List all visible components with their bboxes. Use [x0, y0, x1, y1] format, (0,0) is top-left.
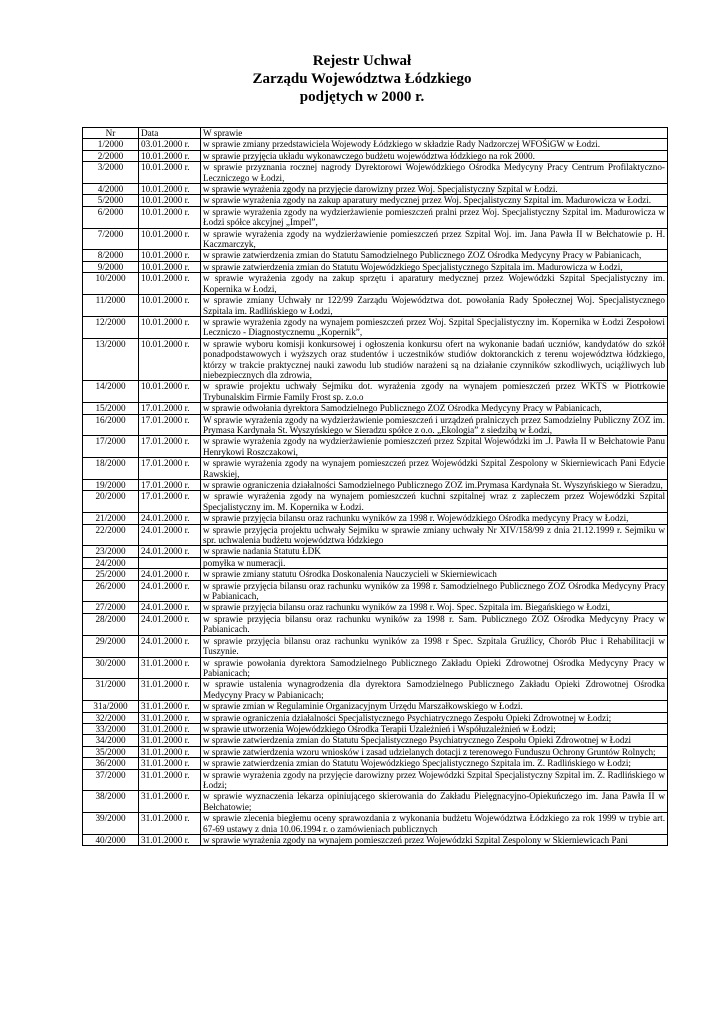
row-nr: 21/2000 [83, 513, 139, 524]
row-desc: w sprawie utworzenia Wojewódzkiego Ośrodka Terapii Uzależnień i Współuzależnień w Łodzi; [201, 723, 668, 734]
table-row [83, 316, 668, 338]
row-date: 31.01.2000 r. [139, 723, 201, 734]
header-desc: W sprawie [201, 128, 668, 139]
table-row [83, 491, 668, 513]
table-row [83, 712, 668, 723]
row-nr: 20/2000 [83, 491, 139, 513]
row-date: 31.01.2000 r. [139, 746, 201, 757]
resolutions-table [82, 127, 668, 846]
table-row [83, 403, 668, 414]
row-date: 31.01.2000 r. [139, 835, 201, 846]
row-date: 10.01.2000 r. [139, 316, 201, 338]
table-row [83, 679, 668, 701]
row-date: 31.01.2000 r. [139, 679, 201, 701]
table-row [83, 250, 668, 261]
row-desc: w sprawie projektu uchwały Sejmiku dot. wyrażenia zgody na wynajem pomieszczeń przez WKTS w Piotrkowie Trybunalskim Firmie Family Frost sp. z.o.o [201, 381, 668, 403]
table-row [83, 139, 668, 150]
row-nr: 12/2000 [83, 316, 139, 338]
header-nr: Nr [83, 128, 139, 139]
table-row [83, 414, 668, 436]
row-nr: 30/2000 [83, 657, 139, 679]
table-row [83, 206, 668, 228]
row-date: 10.01.2000 r. [139, 338, 201, 381]
table-row [83, 635, 668, 657]
row-desc: w sprawie wyboru komisji konkursowej i ogłoszenia konkursu ofert na wykonanie badań uczniów, kandydatów do szkół ponadpodstawowych i wyższych oraz studentów i uczestników studiów doktoranckich z terenu województwa łódzkiego, którzy w trakcie praktycznej nauki zawodu lub studiów narażeni są na działanie czynników szkodliwych, uciążliwych lub niebezpiecznych dla zdrowia, [201, 338, 668, 381]
row-desc: w sprawie przyjęcia bilansu oraz rachunku wyników za 1998 r Spec. Szpitala Gruźlicy, Chorób Płuc i Rehabilitacji w Tuszynie. [201, 635, 668, 657]
row-date: 17.01.2000 r. [139, 414, 201, 436]
row-date: 24.01.2000 r. [139, 602, 201, 613]
row-nr: 2/2000 [83, 150, 139, 161]
row-date: 10.01.2000 r. [139, 162, 201, 184]
table-row [83, 162, 668, 184]
table-row [83, 735, 668, 746]
row-date: 10.01.2000 r. [139, 381, 201, 403]
table-row [83, 228, 668, 250]
row-nr: 16/2000 [83, 414, 139, 436]
row-nr: 32/2000 [83, 712, 139, 723]
row-desc: w sprawie wyrażenia zgody na wynajem pomieszczeń przez Woj. Szpital Specjalistyczny im. Kopernika w Łodzi Zespołowi Leczniczo - Diagnostycznemu „Kopernik”, [201, 316, 668, 338]
row-desc: w sprawie ustalenia wynagrodzenia dla dyrektora Samodzielnego Publicznego Zakładu Opieki Zdrowotnej Ośrodka Medycyny Pracy w Pabianicach; [201, 679, 668, 701]
row-desc: w sprawie wyrażenia zgody na wynajem pomieszczeń przez Wojewódzki Szpital Zespolony w Skierniewicach Pani Edycie Rawskiej, [201, 458, 668, 480]
row-date: 31.01.2000 r. [139, 712, 201, 723]
row-desc: w sprawie ograniczenia działalności Samodzielnego Publicznego ZOZ im.Prymasa Kardynała St. Wyszyńskiego w Sieradzu, [201, 480, 668, 491]
table-row [83, 701, 668, 712]
row-nr: 14/2000 [83, 381, 139, 403]
row-nr: 40/2000 [83, 835, 139, 846]
row-desc: w sprawie przyjęcia bilansu oraz rachunku wyników za 1998 r. Woj. Spec. Szpitala im. Biegańskiego w Łodzi, [201, 602, 668, 613]
row-desc: w sprawie przyjęcia bilansu oraz rachunku wyników za 1998 r. Sam. Publicznego ZOZ Ośrodka Medycyny Pracy w Pabianicach. [201, 613, 668, 635]
row-date: 31.01.2000 r. [139, 769, 201, 791]
row-date: 17.01.2000 r. [139, 436, 201, 458]
table-row [83, 557, 668, 568]
row-nr: 38/2000 [83, 791, 139, 813]
table-row [83, 295, 668, 317]
row-desc: w sprawie zatwierdzenia zmian do Statutu Wojewódzkiego Specjalistycznego Szpitala im. Madurowicza w Łodzi, [201, 261, 668, 272]
row-desc: w sprawie zlecenia biegłemu oceny sprawozdania z wykonania budżetu Województwa Łódzkiego za rok 1999 w trybie art. 67-69 ustawy z dnia 10.06.1994 r. o zamówieniach publicznych [201, 813, 668, 835]
table-row [83, 813, 668, 835]
table-row [83, 569, 668, 580]
row-date: 31.01.2000 r. [139, 735, 201, 746]
row-nr: 7/2000 [83, 228, 139, 250]
row-nr: 19/2000 [83, 480, 139, 491]
row-date: 24.01.2000 r. [139, 635, 201, 657]
row-desc: w sprawie wyrażenia zgody na wydzierżawienie pomieszczeń pralni przez Woj. Specjalistyczny Szpital im. Madurowicza w Łodzi spółce akcyjnej „Impel”, [201, 206, 668, 228]
row-date: 10.01.2000 r. [139, 250, 201, 261]
row-date: 24.01.2000 r. [139, 613, 201, 635]
row-desc: w sprawie ograniczenia działalności Specjalistycznego Psychiatrycznego Zespołu Opieki Zdrowotnej w Łodzi; [201, 712, 668, 723]
document-title [0, 52, 724, 106]
table-row [83, 513, 668, 524]
row-desc: w sprawie nadania Statutu ŁDK [201, 546, 668, 557]
row-nr: 9/2000 [83, 261, 139, 272]
row-nr: 33/2000 [83, 723, 139, 734]
row-nr: 17/2000 [83, 436, 139, 458]
row-date: 10.01.2000 r. [139, 195, 201, 206]
table-row [83, 758, 668, 769]
row-date: 10.01.2000 r. [139, 273, 201, 295]
row-nr: 15/2000 [83, 403, 139, 414]
table-row [83, 769, 668, 791]
row-date: 24.01.2000 r. [139, 513, 201, 524]
row-desc: w sprawie przyjęcia bilansu oraz rachunku wyników za 1998 r. Wojewódzkiego Ośrodka medycyny Pracy w Łodzi, [201, 513, 668, 524]
row-date: 17.01.2000 r. [139, 491, 201, 513]
table-row [83, 480, 668, 491]
table-row [83, 458, 668, 480]
row-date: 10.01.2000 r. [139, 184, 201, 195]
row-nr: 25/2000 [83, 569, 139, 580]
row-desc: w sprawie zatwierdzenia zmian do Statutu Specjalistycznego Psychiatrycznego Zespołu Opieki Zdrowotnej w Łodzi [201, 735, 668, 746]
table-row [83, 746, 668, 757]
row-desc: w sprawie wyrażenia zgody na wynajem pomieszczeń kuchni szpitalnej wraz z zapleczem przez Wojewódzki Szpital Specjalistyczny im. M. Kopernika w Łodzi. [201, 491, 668, 513]
row-date: 10.01.2000 r. [139, 261, 201, 272]
row-date: 10.01.2000 r. [139, 228, 201, 250]
table-row [83, 150, 668, 161]
row-nr: 35/2000 [83, 746, 139, 757]
title-line-3: podjętych w 2000 r. [299, 89, 425, 105]
table-row [83, 580, 668, 602]
row-date: 17.01.2000 r. [139, 403, 201, 414]
row-desc: w sprawie powołania dyrektora Samodzielnego Publicznego Zakładu Opieki Zdrowotnej Ośrodka Medycyny Pracy w Pabianicach; [201, 657, 668, 679]
row-desc: w sprawie wyznaczenia lekarza opiniującego skierowania do Zakładu Pielęgnacyjno-Opiekuńczego im. Jana Pawła II w Bełchatowie; [201, 791, 668, 813]
title-line-1: Rejestr Uchwał [312, 53, 412, 69]
row-date: 10.01.2000 r. [139, 206, 201, 228]
row-nr: 22/2000 [83, 524, 139, 546]
table-row [83, 381, 668, 403]
row-desc: w sprawie zatwierdzenia zmian do Statutu Wojewódzkiego Specjalistycznego Szpitala im. Z. Radlińskiego w Łodzi; [201, 758, 668, 769]
row-date: 24.01.2000 r. [139, 580, 201, 602]
row-nr: 4/2000 [83, 184, 139, 195]
table-row [83, 657, 668, 679]
row-nr: 11/2000 [83, 295, 139, 317]
row-date: 17.01.2000 r. [139, 480, 201, 491]
row-nr: 27/2000 [83, 602, 139, 613]
row-date: 31.01.2000 r. [139, 701, 201, 712]
row-nr: 10/2000 [83, 273, 139, 295]
table-row [83, 273, 668, 295]
row-nr: 13/2000 [83, 338, 139, 381]
row-desc: w sprawie zmian w Regulaminie Organizacyjnym Urzędu Marszałkowskiego w Łodzi. [201, 701, 668, 712]
row-date: 31.01.2000 r. [139, 657, 201, 679]
row-date: 24.01.2000 r. [139, 569, 201, 580]
table-row [83, 524, 668, 546]
table-row [83, 261, 668, 272]
row-desc: w sprawie zatwierdzenia zmian do Statutu Samodzielnego Publicznego ZOZ Ośrodka Medycyny Pracy w Pabianicach, [201, 250, 668, 261]
row-desc: w sprawie wyrażenia zgody na wydzierżawienie pomieszczeń przez Szpital Woj. im. Jana Pawła II w Bełchatowie p. H. Kaczmarczyk, [201, 228, 668, 250]
row-nr: 23/2000 [83, 546, 139, 557]
table-row [83, 613, 668, 635]
header-date: Data [139, 128, 201, 139]
row-nr: 3/2000 [83, 162, 139, 184]
row-nr: 36/2000 [83, 758, 139, 769]
row-date: 17.01.2000 r. [139, 458, 201, 480]
row-desc: w sprawie przyznania rocznej nagrody Dyrektorowi Wojewódzkiego Ośrodka Medycyny Pracy Centrum Profilaktyczno-Leczniczego w Łodzi, [201, 162, 668, 184]
row-nr: 31/2000 [83, 679, 139, 701]
row-date [139, 557, 201, 568]
row-date: 31.01.2000 r. [139, 791, 201, 813]
row-desc: w sprawie wyrażenia zgody na wydzierżawienie pomieszczeń przez Szpital Wojewódzki im .J. Pawła II w Bełchatowie Panu Henrykowi Roszczakowi, [201, 436, 668, 458]
row-nr: 18/2000 [83, 458, 139, 480]
row-desc: w sprawie wyrażenia zgody na przyjęcie darowizny przez Wojewódzki Szpital Specjalistyczny Szpital im. Z. Radlińskiego w Łodzi; [201, 769, 668, 791]
row-desc: W sprawie wyrażenia zgody na wydzierżawienie pomieszczeń i urządzeń pralniczych przez Samodzielny Publiczny ZOZ im. Prymasa Kardynała St. Wyszyńskiego w Sieradzu spółce z o.o. „Ekologia” z siedzibą w Łodzi, [201, 414, 668, 436]
row-nr: 24/2000 [83, 557, 139, 568]
table-row [83, 195, 668, 206]
row-nr: 37/2000 [83, 769, 139, 791]
row-nr: 31a/2000 [83, 701, 139, 712]
title-line-2: Zarządu Województwa Łódzkiego [252, 71, 472, 87]
row-desc: w sprawie wyrażenia zgody na zakup sprzętu i aparatury medycznej przez Wojewódzki Szpital Specjalistyczny im. Kopernika w Łodzi, [201, 273, 668, 295]
table-row [83, 723, 668, 734]
row-desc: w sprawie wyrażenia zgody na przyjęcie darowizny przez Woj. Specjalistyczny Szpital w Łodzi. [201, 184, 668, 195]
table-row [83, 791, 668, 813]
row-nr: 5/2000 [83, 195, 139, 206]
row-desc: w sprawie zmiany przedstawiciela Wojewody Łódzkiego w składzie Rady Nadzorczej WFOŚiGW w Łodzi. [201, 139, 668, 150]
row-nr: 39/2000 [83, 813, 139, 835]
row-desc: w sprawie zmiany Uchwały nr 122/99 Zarządu Województwa dot. powołania Rady Społecznej Woj. Specjalistycznego Szpitala im. Radlińskiego w Łodzi, [201, 295, 668, 317]
row-desc: w sprawie przyjęcia projektu uchwały Sejmiku w sprawie zmiany uchwały Nr XIV/158/99 z dnia 21.12.1999 r. Sejmiku w spr. uchwalenia budżetu województwa łódzkiego [201, 524, 668, 546]
row-date: 31.01.2000 r. [139, 813, 201, 835]
row-nr: 1/2000 [83, 139, 139, 150]
table-row [83, 835, 668, 846]
row-date: 03.01.2000 r. [139, 139, 201, 150]
row-desc: w sprawie zmiany statutu Ośrodka Doskonalenia Nauczycieli w Skierniewicach [201, 569, 668, 580]
row-nr: 6/2000 [83, 206, 139, 228]
table-header-row [83, 128, 668, 139]
row-nr: 34/2000 [83, 735, 139, 746]
row-nr: 8/2000 [83, 250, 139, 261]
table-row [83, 338, 668, 381]
row-desc: w sprawie odwołania dyrektora Samodzielnego Publicznego ZOZ Ośrodka Medycyny Pracy w Pabianicach, [201, 403, 668, 414]
row-desc: pomyłka w numeracji. [201, 557, 668, 568]
row-nr: 29/2000 [83, 635, 139, 657]
table-row [83, 436, 668, 458]
row-desc: w sprawie wyrażenia zgody na wynajem pomieszczeń przez Wojewódzki Szpital Zespolony w Skierniewicach Pani [201, 835, 668, 846]
row-date: 24.01.2000 r. [139, 524, 201, 546]
resolutions-table-body [83, 128, 668, 846]
table-row [83, 602, 668, 613]
row-date: 24.01.2000 r. [139, 546, 201, 557]
row-date: 31.01.2000 r. [139, 758, 201, 769]
row-date: 10.01.2000 r. [139, 150, 201, 161]
row-desc: w sprawie wyrażenia zgody na zakup aparatury medycznej przez Woj. Specjalistyczny Szpital im. Madurowicza w Łodzi. [201, 195, 668, 206]
row-desc: w sprawie zatwierdzenia wzoru wniosków i zasad udzielanych dotacji z terenowego Funduszu Ochrony Gruntów Rolnych; [201, 746, 668, 757]
table-row [83, 184, 668, 195]
row-desc: w sprawie przyjęcia bilansu oraz rachunku wyników za 1998 r. Samodzielnego Publicznego ZOZ Ośrodka Medycyny Pracy w Pabianicach, [201, 580, 668, 602]
table-row [83, 546, 668, 557]
row-nr: 28/2000 [83, 613, 139, 635]
row-date: 10.01.2000 r. [139, 295, 201, 317]
row-desc: w sprawie przyjęcia układu wykonawczego budżetu województwa łódzkiego na rok 2000. [201, 150, 668, 161]
row-nr: 26/2000 [83, 580, 139, 602]
